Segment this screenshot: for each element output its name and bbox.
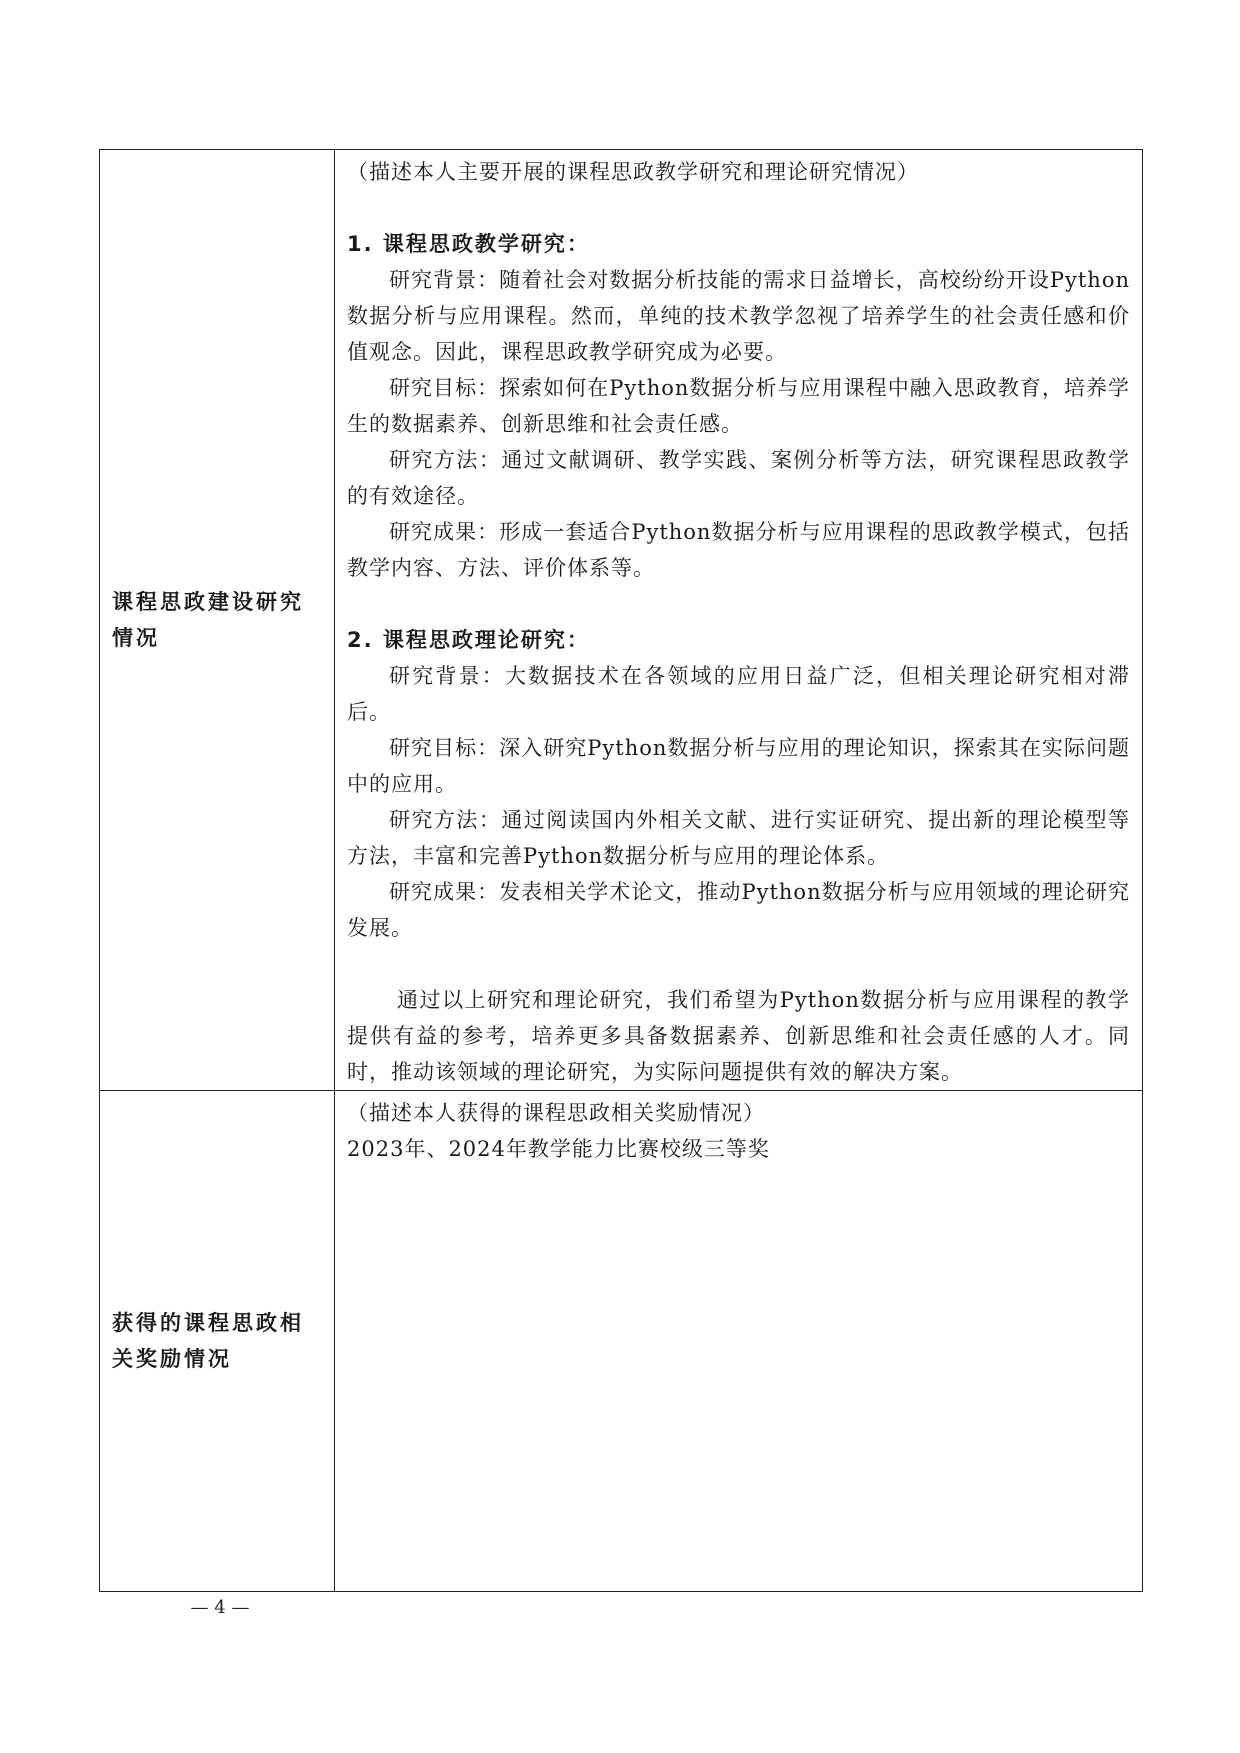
research-conclusion: 通过以上研究和理论研究，我们希望为Python数据分析与应用课程的教学提供有益的参考，培养更多具备数据素养、创新思维和社会责任感的人才。同时，推动该领域的理论研究，为实际问题提供有效的解决方案。	[347, 988, 1130, 1084]
section2-result: 研究成果：发表相关学术论文，推动Python数据分析与应用领域的理论研究发展。	[347, 880, 1130, 940]
section2-method: 研究方法：通过阅读国内外相关文献、进行实证研究、提出新的理论模型等方法，丰富和完善Python数据分析与应用的理论体系。	[347, 808, 1130, 868]
awards-note: （描述本人获得的课程思政相关奖励情况）	[347, 1101, 765, 1125]
awards-row	[100, 1091, 1143, 1592]
application-form-table	[99, 149, 1143, 1592]
section1-method: 研究方法：通过文献调研、教学实践、案例分析等方法，研究课程思政教学的有效途径。	[347, 448, 1130, 508]
spacer	[347, 946, 1130, 982]
section2-background: 研究背景：大数据技术在各领域的应用日益广泛，但相关理论研究相对滞后。	[347, 664, 1130, 724]
section1-goal: 研究目标：探索如何在Python数据分析与应用课程中融入思政教育，培养学生的数据素养、创新思维和社会责任感。	[347, 376, 1130, 436]
spacer	[347, 190, 1130, 226]
research-content-cell	[335, 150, 1143, 1091]
section1-heading: 1. 课程思政教学研究：	[347, 232, 590, 256]
awards-label: 获得的课程思政相关奖励情况	[112, 1311, 304, 1371]
section2-heading: 2. 课程思政理论研究：	[347, 628, 590, 652]
research-note: （描述本人主要开展的课程思政教学研究和理论研究情况）	[347, 160, 919, 184]
section2-goal: 研究目标：深入研究Python数据分析与应用的理论知识，探索其在实际问题中的应用。	[347, 736, 1130, 796]
page-number: — 4 —	[190, 1597, 250, 1618]
awards-content-cell	[335, 1091, 1143, 1592]
research-content	[347, 154, 1130, 1090]
research-label: 课程思政建设研究情况	[112, 590, 304, 650]
section1-background: 研究背景：随着社会对数据分析技能的需求日益增长，高校纷纷开设Python数据分析与应用课程。然而，单纯的技术教学忽视了培养学生的社会责任感和价值观念。因此，课程思政教学研究成为必要。	[347, 268, 1130, 364]
research-label-cell	[100, 150, 335, 1091]
awards-content	[347, 1095, 1130, 1167]
awards-label-cell	[100, 1091, 335, 1592]
section1-result: 研究成果：形成一套适合Python数据分析与应用课程的思政教学模式，包括教学内容、方法、评价体系等。	[347, 520, 1130, 580]
awards-item: 2023年、2024年教学能力比赛校级三等奖	[347, 1137, 770, 1161]
spacer	[347, 586, 1130, 622]
research-row	[100, 150, 1143, 1091]
